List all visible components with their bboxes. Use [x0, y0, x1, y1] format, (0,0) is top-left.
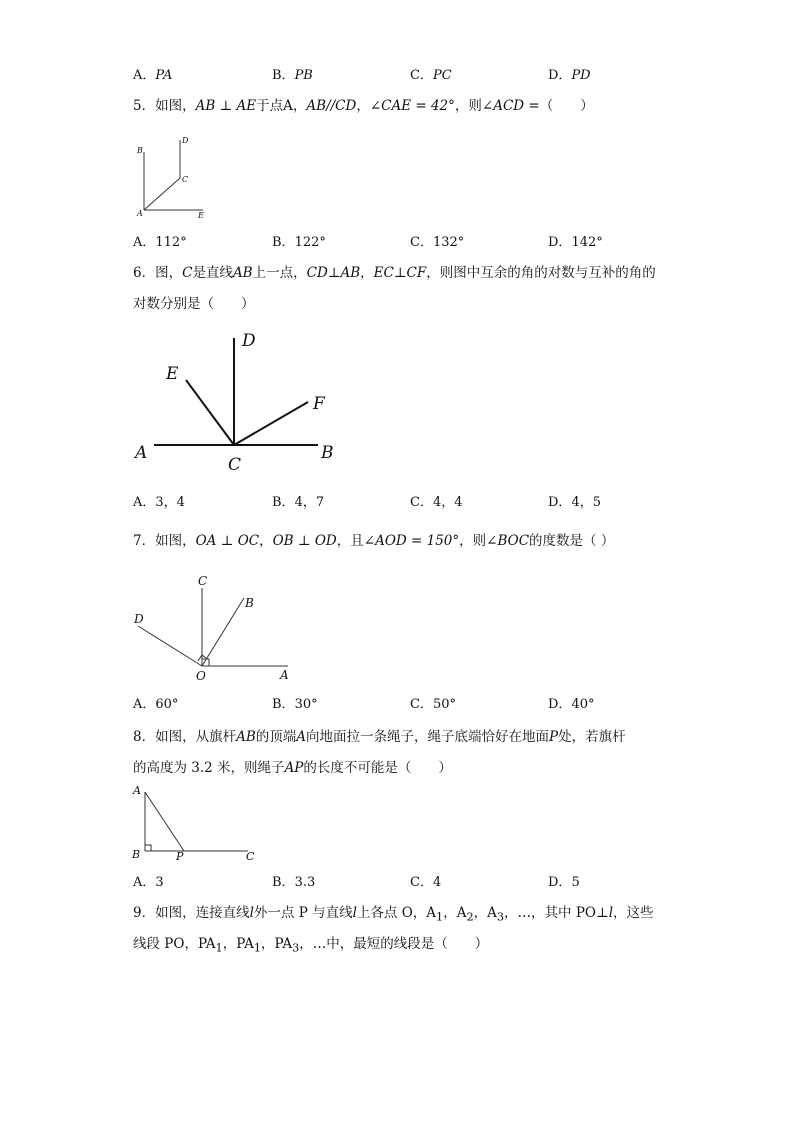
q6-option-b: B．4，7 [272, 495, 325, 510]
q8-figure [128, 780, 268, 868]
q8-option-b: B．3.3 [272, 875, 316, 890]
q6-figure [130, 328, 350, 476]
q5-label-a: A [137, 209, 143, 218]
q6-label-f: F [313, 394, 325, 414]
q5-label-c: C [182, 175, 189, 184]
q8-label-a: A [133, 784, 141, 797]
q6-label-c: C [228, 455, 242, 475]
q8-option-d: D．5 [548, 875, 580, 890]
q6-option-c: C．4，4 [410, 495, 463, 510]
q7-label-c: C [198, 574, 208, 588]
q5-option-b: B．122° [272, 235, 326, 250]
q4-option-b: B．PB [272, 68, 313, 83]
q8-stem-line2: 的高度为 3.2 米，则绳子AP的长度不可能是（ ） [133, 760, 452, 776]
q7-option-b: B．30° [272, 697, 318, 712]
q4-option-c: C．PC [410, 68, 452, 83]
q5-option-c: C．132° [410, 235, 465, 250]
q6-option-a: A．3，4 [133, 495, 185, 510]
q6-option-d: D．4，5 [548, 495, 601, 510]
q6-label-e: E [166, 364, 179, 384]
q7-figure [128, 570, 298, 682]
q6-label-d: D [242, 331, 256, 351]
q7-option-c: C．50° [410, 697, 456, 712]
q5-option-a: A．112° [133, 235, 187, 250]
q8-option-a: A．3 [133, 875, 164, 890]
q8-option-c: C．4 [410, 875, 442, 890]
q7-label-a: A [280, 668, 289, 682]
q5-label-b: B [137, 146, 143, 155]
q5-stem: 5．如图，AB ⊥ AE于点A，AB//CD，∠CAE = 42°，则∠ACD =（ ） [133, 98, 594, 114]
q7-option-a: A．60° [133, 697, 179, 712]
q9-stem-line1: 9．如图，连接直线l外一点 P 与直线l上各点 O，$A_1$，$A_2$，$A_3$，…，其中 PO⊥l，这些 [133, 905, 654, 924]
q7-label-b: B [245, 596, 254, 610]
q5-label-e: E [198, 211, 204, 220]
q8-stem-line1: 8．如图，从旗杆AB的顶端A向地面拉一条绳子，绳子底端恰好在地面P处，若旗杆 [133, 729, 626, 745]
q7-stem: 7．如图，OA ⊥ OC，OB ⊥ OD，且∠AOD = 150°，则∠BOC的度数是（ ） [133, 533, 615, 549]
q6-label-a: A [135, 443, 148, 463]
q7-label-o: O [196, 669, 206, 683]
q8-label-c: C [246, 850, 255, 863]
q8-label-p: P [176, 850, 184, 863]
q8-label-b: B [132, 848, 141, 861]
q9-stem-line2: 线段 PO，$PA_1$，$PA_1$，$PA_3$，…中，最短的线段是（ ） [133, 936, 489, 955]
q4-option-a: A．PA [133, 68, 173, 83]
q5-option-d: D．142° [548, 235, 603, 250]
q6-stem-line2: 对数分别是（ ） [133, 296, 255, 312]
q5-label-d: D [182, 136, 189, 145]
q7-label-d: D [134, 612, 144, 626]
q6-stem-line1: 6．图，C是直线AB上一点，CD⊥AB，EC⊥CF，则图中互余的角的对数与互补的角的 [133, 265, 656, 281]
q4-option-d: D．PD [548, 68, 591, 83]
q7-option-d: D．40° [548, 697, 595, 712]
q6-label-b: B [321, 443, 334, 463]
q5-figure [128, 130, 218, 222]
